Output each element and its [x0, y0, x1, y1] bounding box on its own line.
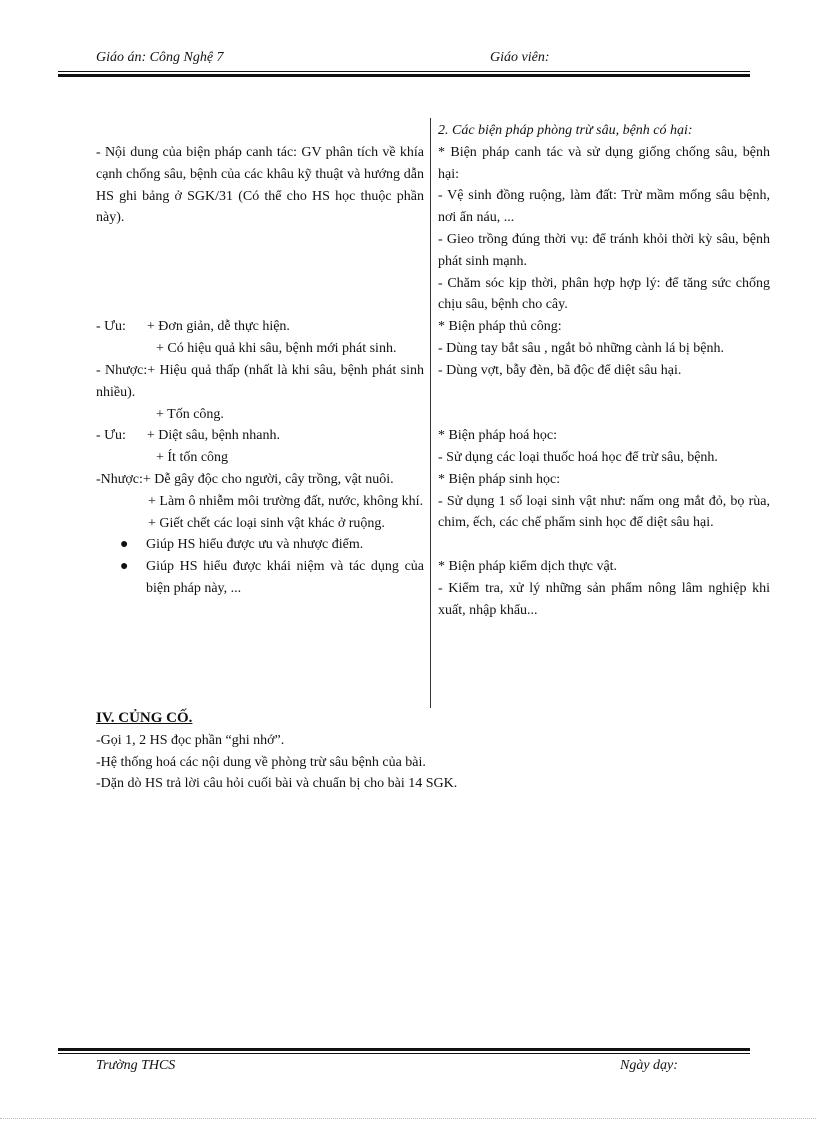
hoa-hoc-item: - Sử dụng các loại thuốc hoá học để trừ sâu, bệnh. — [438, 449, 718, 465]
bullet-dot-icon: ● — [120, 559, 129, 575]
canh-tac-content: - Nội dung của biện pháp canh tác: GV phân tích về khía cạnh chống sâu, bệnh của các khâu kỹ thuật và hướng dẫn HS ghi bảng ở SGK/31 (Có thể cho HS học thuộc phần này). — [96, 145, 424, 226]
footer-rule-thin — [58, 1053, 750, 1054]
bullet-text: Giúp HS hiểu được ưu và nhược điểm. — [146, 537, 364, 553]
bullet-text: Giúp HS hiểu được khái niệm và tác dụng của biện pháp này, ... — [146, 559, 424, 596]
footer-rule-thick — [58, 1048, 750, 1051]
header-rule-thick — [58, 74, 750, 77]
thu-cong-nhuoc-2: + Tốn công. — [156, 406, 224, 422]
header-subject: Giáo án: Công Nghệ 7 — [96, 50, 224, 65]
thu-cong-item-1: - Dùng tay bắt sâu , ngắt bỏ những cành lá bị bệnh. — [438, 340, 724, 356]
left-column — [96, 142, 424, 600]
canh-tac-heading: * Biện pháp canh tác và sử dụng giống chống sâu, bệnh hại: — [438, 144, 770, 182]
section-consolidation — [96, 708, 756, 795]
bullet-item — [96, 534, 424, 556]
hoa-hoc-uu: - Ưu: + Diệt sâu, bệnh nhanh. — [96, 428, 281, 444]
sinh-hoc-item: - Sử dụng 1 số loại sinh vật như: nấm ong mắt đỏ, bọ rùa, chim, ếch, các chế phẩm sinh học để diệt sâu hại. — [438, 493, 770, 531]
page-bottom-dotted-border — [0, 1118, 816, 1119]
hoa-hoc-heading: * Biện pháp hoá học: — [438, 428, 557, 444]
sinh-hoc-heading: * Biện pháp sinh học: — [438, 471, 561, 487]
footer-date: Ngày dạy: — [620, 1058, 678, 1073]
canh-tac-item-2: - Gieo trồng đúng thời vụ: để tránh khỏi thời kỳ sâu, bệnh phát sinh mạnh. — [438, 231, 770, 269]
canh-tac-item-3: - Chăm sóc kịp thời, phân hợp hợp lý: để tăng sức chống chịu sâu, bệnh cho cây. — [438, 275, 770, 313]
column-divider — [430, 118, 431, 708]
hoa-hoc-nhuoc-3: + Giết chết các loại sinh vật khác ở ruộng. — [148, 515, 385, 531]
canh-tac-item-1: - Vệ sinh đồng ruộng, làm đất: Trừ mầm mống sâu bệnh, nơi ẩn náu, ... — [438, 188, 770, 226]
hoa-hoc-uu-2: + Ít tốn công — [156, 450, 229, 466]
kiem-dich-heading: * Biện pháp kiểm dịch thực vật. — [438, 558, 618, 574]
header-rule-thin — [58, 71, 750, 72]
section-line-3: -Dặn dò HS trả lời câu hỏi cuối bài và chuẩn bị cho bài 14 SGK. — [96, 776, 458, 792]
right-column — [438, 120, 770, 621]
footer-school: Trường THCS — [96, 1058, 176, 1073]
section-line-2: -Hệ thống hoá các nội dung về phòng trừ sâu bệnh của bài. — [96, 754, 426, 770]
section-title: IV. CỦNG CỐ. — [96, 710, 193, 726]
bullet-item — [96, 556, 424, 600]
thu-cong-uu: - Ưu: + Đơn giản, dễ thực hiện. — [96, 319, 290, 335]
thu-cong-nhuoc: - Nhược:+ Hiệu quả thấp (nhất là khi sâu, bệnh phát sinh nhiều). — [96, 362, 424, 400]
header-teacher: Giáo viên: — [490, 50, 550, 65]
thu-cong-heading: * Biện pháp thủ công: — [438, 319, 562, 335]
thu-cong-item-2: - Dùng vợt, bẫy đèn, bã độc để diệt sâu hại. — [438, 362, 682, 378]
section-heading: 2. Các biện pháp phòng trừ sâu, bệnh có hại: — [438, 123, 693, 138]
hoa-hoc-nhuoc: -Nhược:+ Dễ gây độc cho người, cây trồng, vật nuôi. — [96, 471, 394, 487]
kiem-dich-item: - Kiểm tra, xử lý những sản phẩm nông lâm nghiệp khi xuất, nhập khẩu... — [438, 580, 770, 618]
thu-cong-uu-2: + Có hiệu quả khi sâu, bệnh mới phát sinh. — [156, 341, 397, 357]
bullet-dot-icon: ● — [120, 537, 129, 553]
section-line-1: -Gọi 1, 2 HS đọc phần “ghi nhớ”. — [96, 732, 285, 748]
hoa-hoc-nhuoc-2: + Làm ô nhiễm môi trường đất, nước, không khí. — [148, 493, 424, 509]
